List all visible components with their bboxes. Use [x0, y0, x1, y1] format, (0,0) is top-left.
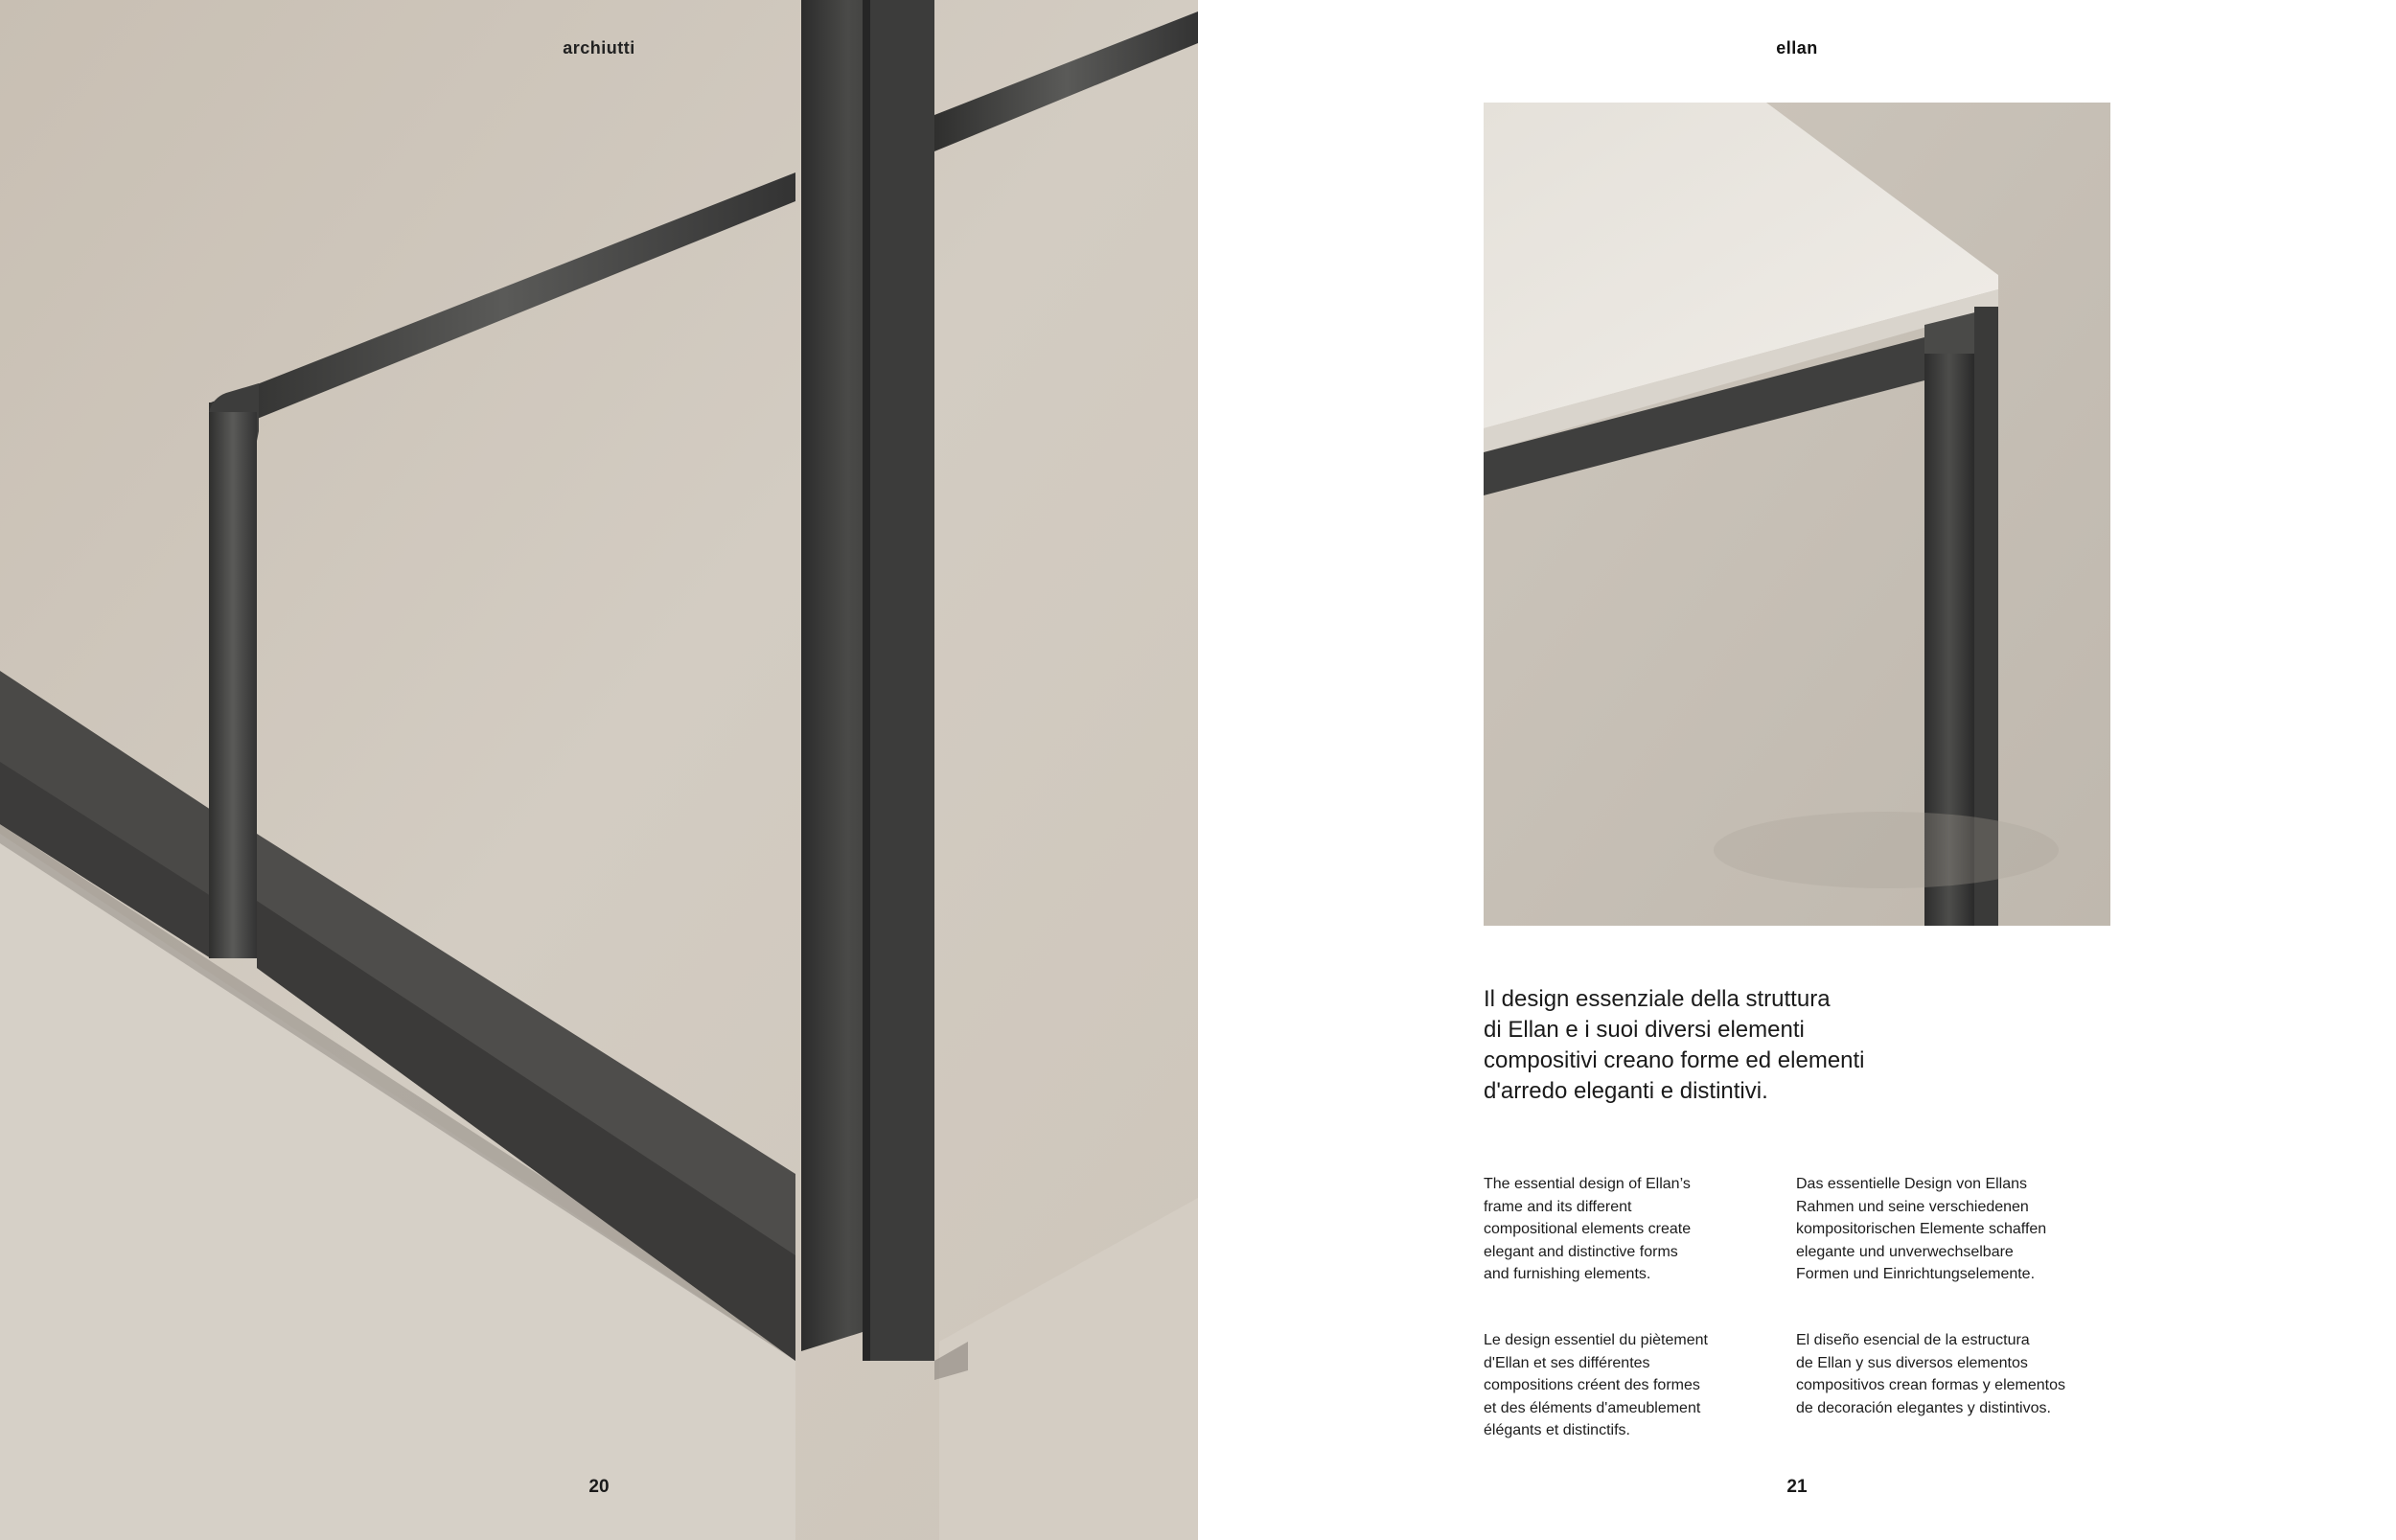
lead-line: Il design essenziale della struttura — [1484, 986, 1831, 1012]
text-line: Rahmen und seine verschiedenen — [1796, 1198, 2029, 1215]
text-line: et des éléments d'ameublement — [1484, 1399, 1701, 1416]
text-line: d'Ellan et ses différentes — [1484, 1354, 1650, 1371]
text-line: de Ellan y sus diversos elementos — [1796, 1354, 2028, 1371]
paragraph-german — [1796, 1173, 2084, 1286]
text-line: compositivos crean formas y elementos — [1796, 1377, 2065, 1393]
text-line: and furnishing elements. — [1484, 1266, 1651, 1282]
lead-line: compositivi creano forme ed elementi — [1484, 1047, 1865, 1073]
text-line: elegant and distinctive forms — [1484, 1243, 1678, 1260]
text-line: de decoración elegantes y distintivos. — [1796, 1399, 2051, 1416]
section-label: ellan — [1776, 38, 1818, 57]
right-page — [1198, 0, 2396, 1540]
paragraph-english — [1484, 1173, 1771, 1286]
lead-paragraph — [1484, 984, 2020, 1107]
lead-line: di Ellan e i suoi diversi elementi — [1484, 1017, 1805, 1043]
text-line: frame and its different — [1484, 1198, 1632, 1215]
text-line: compositions créent des formes — [1484, 1377, 1700, 1393]
paragraph-french — [1484, 1329, 1771, 1442]
text-line: The essential design of Ellan’s — [1484, 1176, 1691, 1192]
page-number-right: 21 — [1786, 1477, 1808, 1497]
text-line: elegante und unverwechselbare — [1796, 1243, 2014, 1260]
text-line: Le design essentiel du piètement — [1484, 1332, 1708, 1348]
page-number-left: 20 — [588, 1477, 610, 1497]
text-line: élégants et distinctifs. — [1484, 1422, 1630, 1438]
text-line: kompositorischen Elemente schaffen — [1796, 1221, 2047, 1237]
paragraph-spanish — [1796, 1329, 2084, 1419]
brand-label: archiutti — [563, 38, 635, 57]
text-line: Das essentielle Design von Ellans — [1796, 1176, 2028, 1192]
text-line: compositional elements create — [1484, 1221, 1692, 1237]
lead-line: d'arredo eleganti e distintivi. — [1484, 1078, 1768, 1104]
text-line: El diseño esencial de la estructura — [1796, 1332, 2030, 1348]
text-line: Formen und Einrichtungselemente. — [1796, 1266, 2036, 1282]
table-corner-photo — [1484, 103, 2110, 926]
